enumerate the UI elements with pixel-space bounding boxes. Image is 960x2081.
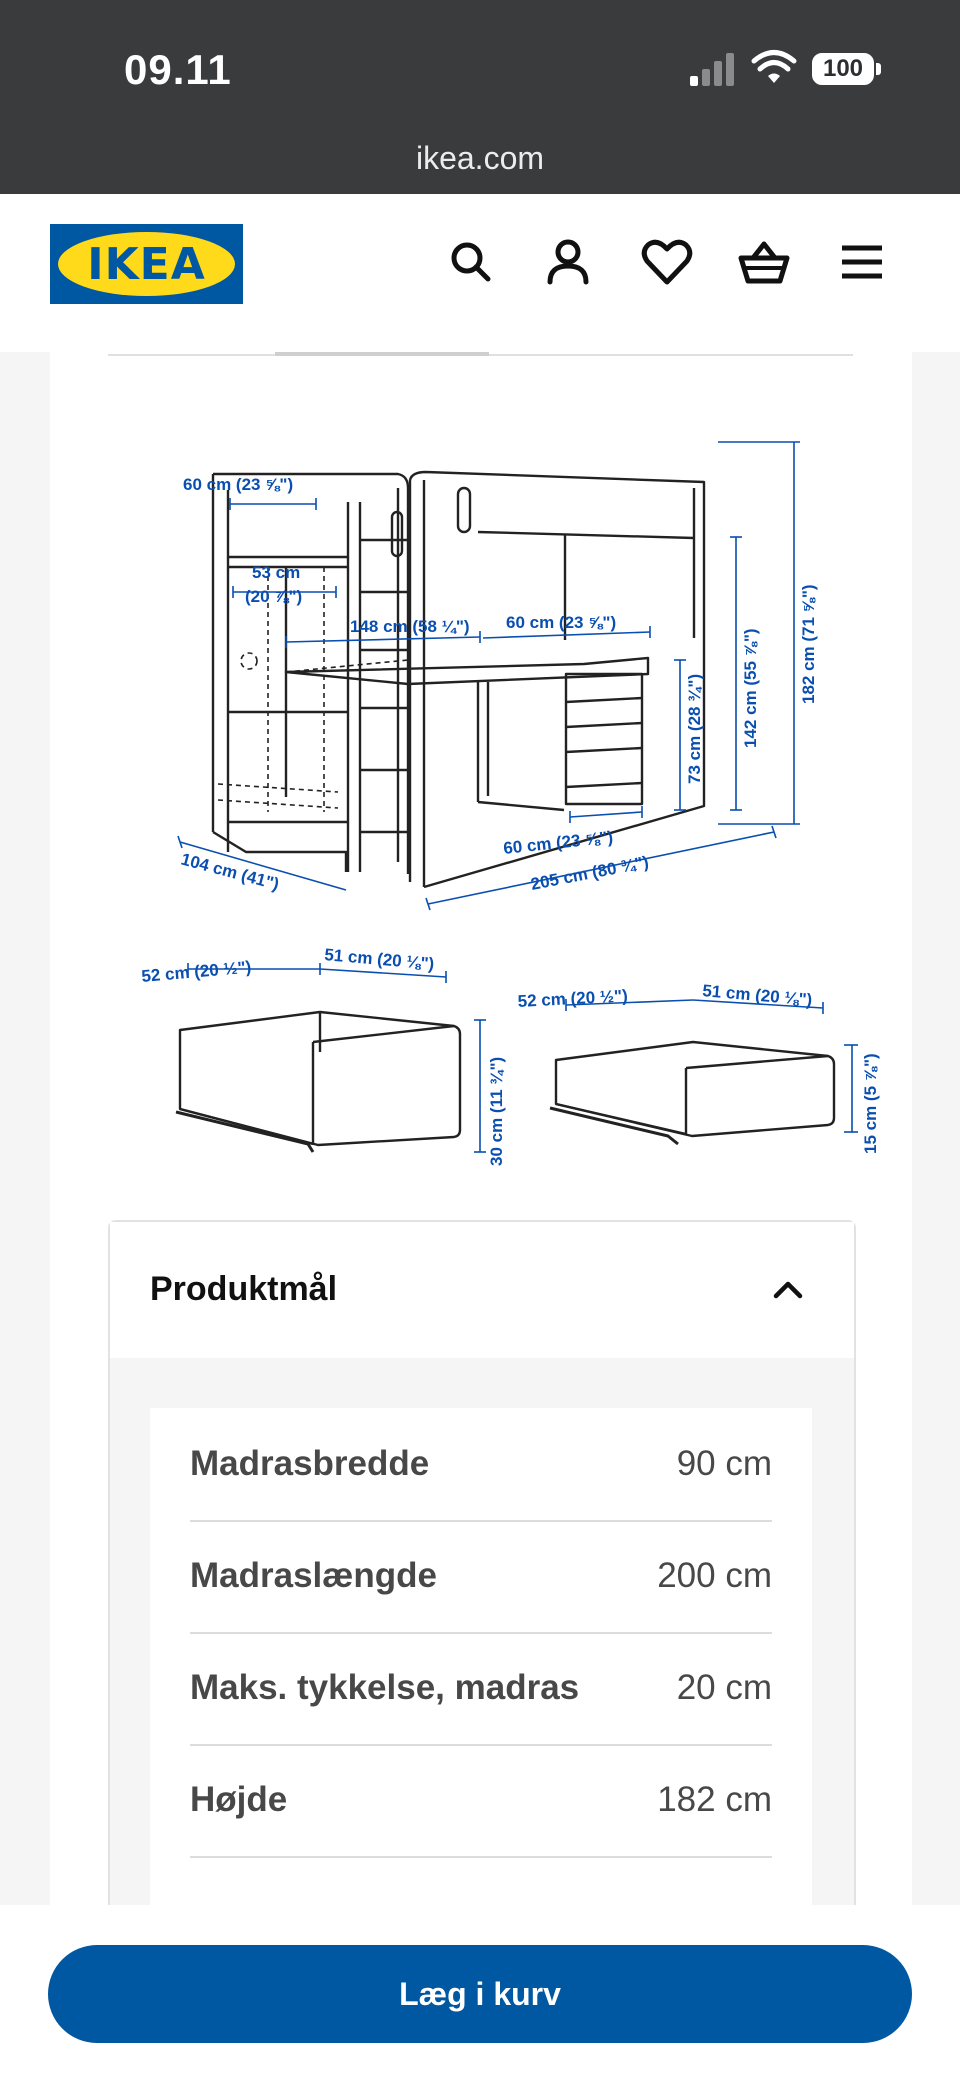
dimension-row: [190, 1632, 772, 1746]
dimensions-table: [150, 1408, 812, 1928]
cellular-signal-icon: [688, 52, 736, 88]
dim-big-drawer-w1: 52 cm (20 ½"): [140, 957, 253, 986]
dimension-value: 20 cm: [676, 1668, 772, 1707]
active-tab-indicator: [275, 352, 489, 356]
ikea-logo-text: IKEA: [58, 232, 235, 296]
dimension-row: [190, 1520, 772, 1634]
dim-clearance-height: 142 cm (55 ⅞"): [741, 628, 760, 748]
wifi-icon: [752, 50, 796, 86]
dim-desk-height: 73 cm (28 ¾"): [685, 673, 704, 784]
dim-big-drawer-h: 30 cm (11 ¾"): [487, 1056, 506, 1166]
battery-tip: [876, 63, 881, 75]
dim-desk-length: 148 cm (58 ¼"): [350, 617, 470, 636]
menu-icon[interactable]: [834, 234, 890, 290]
dimension-label: Maks. tykkelse, madras: [190, 1668, 580, 1707]
dimension-label: Madrasbredde: [190, 1444, 430, 1483]
dim-small-drawer-h: 15 cm (5 ⅞"): [861, 1053, 880, 1154]
profile-icon[interactable]: [540, 234, 596, 290]
sticky-bottom-bar: [0, 1905, 960, 2081]
dimension-value: 90 cm: [676, 1444, 772, 1483]
dim-top-width: 60 cm (23 ⅝"): [183, 475, 294, 494]
dim-inner-width: 53 cm: [252, 563, 301, 582]
add-to-cart-button[interactable]: Læg i kurv: [48, 1945, 912, 2043]
product-dimensions-accordion: [108, 1220, 856, 1924]
dimension-label: Madraslængde: [190, 1556, 437, 1595]
dimension-value: 200 cm: [657, 1556, 772, 1595]
shopping-basket-icon[interactable]: [736, 234, 792, 290]
browser-url[interactable]: ikea.com: [415, 140, 545, 176]
dimension-value: 182 cm: [657, 1780, 772, 1819]
accordion-header[interactable]: [110, 1222, 854, 1358]
site-header: [0, 194, 960, 352]
dim-small-drawer-w2: 51 cm (20 ⅛"): [701, 981, 814, 1010]
battery-indicator: 100: [812, 53, 874, 85]
dim-floor-depth: 60 cm (23 ⅝"): [502, 827, 614, 858]
accordion-title: Produktmål: [150, 1270, 338, 1308]
dim-total-height: 182 cm (71 ⅝"): [799, 584, 818, 704]
dimension-row: [190, 1408, 772, 1522]
status-bar: [0, 0, 960, 194]
dim-inner-width-in: (20 ⅞"): [245, 587, 303, 606]
dim-desk-depth: 60 cm (23 ⅝"): [506, 613, 617, 632]
dim-big-drawer-w2: 51 cm (20 ⅛"): [323, 945, 436, 974]
search-icon[interactable]: [443, 234, 499, 290]
status-time: 09.11: [124, 46, 232, 93]
dim-small-drawer-w1: 52 cm (20 ½"): [517, 986, 629, 1011]
dimension-row: [190, 1744, 772, 1858]
heart-icon[interactable]: [639, 234, 695, 290]
dim-depth: 104 cm (41"): [178, 849, 282, 894]
ikea-logo[interactable]: [50, 224, 243, 304]
chevron-up-icon[interactable]: [766, 1268, 810, 1312]
dimension-label: Højde: [190, 1780, 288, 1819]
dimension-diagram: [108, 392, 880, 1172]
dim-total-length: 205 cm (80 ¾"): [529, 852, 651, 894]
